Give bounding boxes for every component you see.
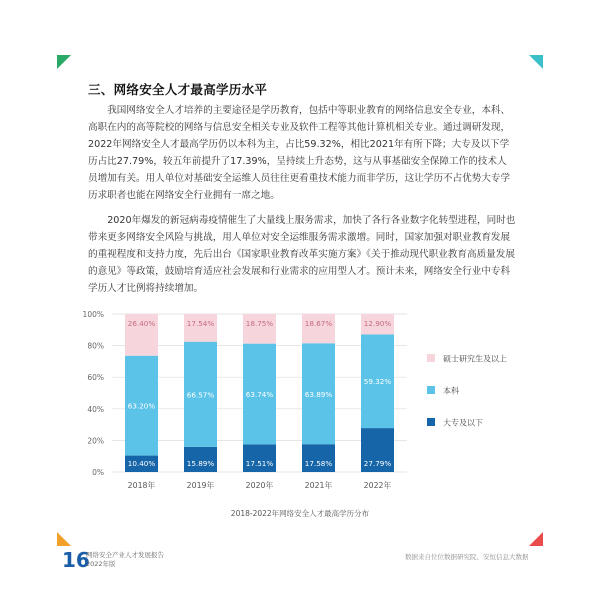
x-tick-label: 2021年: [304, 481, 333, 490]
y-tick-label: 60%: [87, 373, 104, 383]
y-tick-label: 20%: [87, 436, 104, 446]
education-distribution-chart: [72, 302, 532, 502]
data-label: 17.58%: [304, 459, 333, 468]
y-tick-label: 40%: [87, 404, 104, 414]
data-label: 10.40%: [127, 459, 156, 468]
legend-swatch: [427, 386, 435, 394]
legend-label: 硕士研究生及以上: [443, 354, 507, 364]
data-label: 26.40%: [127, 319, 156, 328]
y-tick-label: 100%: [82, 310, 104, 319]
data-label: 66.57%: [186, 390, 215, 400]
y-tick-label: 0%: [92, 468, 104, 477]
section-title: 三、网络安全人才最高学历水平: [88, 82, 268, 97]
corner-top-left-decoration: [57, 55, 71, 69]
data-label: 63.89%: [304, 389, 333, 399]
data-label: 59.32%: [363, 377, 392, 387]
report-title-block: [86, 551, 164, 569]
data-label: 17.54%: [186, 319, 215, 328]
data-label: 18.75%: [245, 319, 274, 328]
x-tick-label: 2018年: [127, 481, 156, 490]
data-label: 18.67%: [304, 318, 333, 328]
chart-caption: 2018-2022年网络安全人才最高学历分布: [230, 509, 370, 518]
data-label: 17.51%: [245, 459, 274, 468]
page-number: 16: [62, 548, 90, 572]
source-note: 数据来自位位数据研究院、安恒信息大数据: [405, 553, 529, 561]
report-title: 网络安全产业人才发展报告: [86, 551, 164, 559]
corner-bottom-left-decoration: [57, 532, 71, 546]
paragraph-1: 我国网络安全人才培养的主要途径是学历教育，包括中等职业教育的网络信息安全专业，本科、高职在内的高等院校的网络与信息安全相关专业及软件工程等其他计算机相关专业。通过调研发现，2022年网络安全人才最高学历仍以本科为主，占比59.32%，相比2021年有所下降；大专及以下学历占比27.79%，较五年前提升了17.39%，呈持续上升态势，这与从事基础安全保障工作的技术人员增加有关。用人单位对基础安全运维人员往往更看重技术能力而非学历，这让学历不占优势大专学历求职者也能在网络安全行业拥有一席之地。: [88, 105, 511, 201]
data-label: 12.90%: [363, 318, 392, 328]
corner-top-right-decoration: [529, 55, 543, 69]
paragraph-2: 2020年爆发的新冠病毒疫情催生了大量线上服务需求，加快了各行各业数字化转型进程，同时也带来更多网络安全风险与挑战，用人单位对安全运维服务需求激增。同时，国家加强对职业教育发展的重视程度和支持力度，先后出台《国家职业教育改革实施方案》《关于推动现代职业教育高质量发展的意见》等政策，鼓励培育适应社会发展和行业需求的应用型人才。预计未来，网络安全行业中专科学历人才比例将持续增加。: [88, 215, 516, 294]
legend-label: 大专及以下: [443, 418, 483, 428]
x-tick-label: 2022年: [363, 481, 392, 490]
data-label: 27.79%: [363, 459, 392, 468]
data-label: 63.74%: [245, 389, 274, 399]
x-tick-label: 2020年: [245, 481, 274, 490]
x-tick-label: 2019年: [186, 481, 215, 490]
legend-swatch: [427, 418, 435, 426]
corner-bottom-right-decoration: [529, 532, 543, 546]
legend-swatch: [427, 354, 435, 362]
data-label: 15.89%: [186, 459, 215, 468]
report-edition: 2022年版: [86, 560, 116, 568]
y-tick-label: 80%: [87, 341, 104, 351]
legend-label: 本科: [443, 386, 459, 396]
data-label: 63.20%: [127, 401, 156, 411]
